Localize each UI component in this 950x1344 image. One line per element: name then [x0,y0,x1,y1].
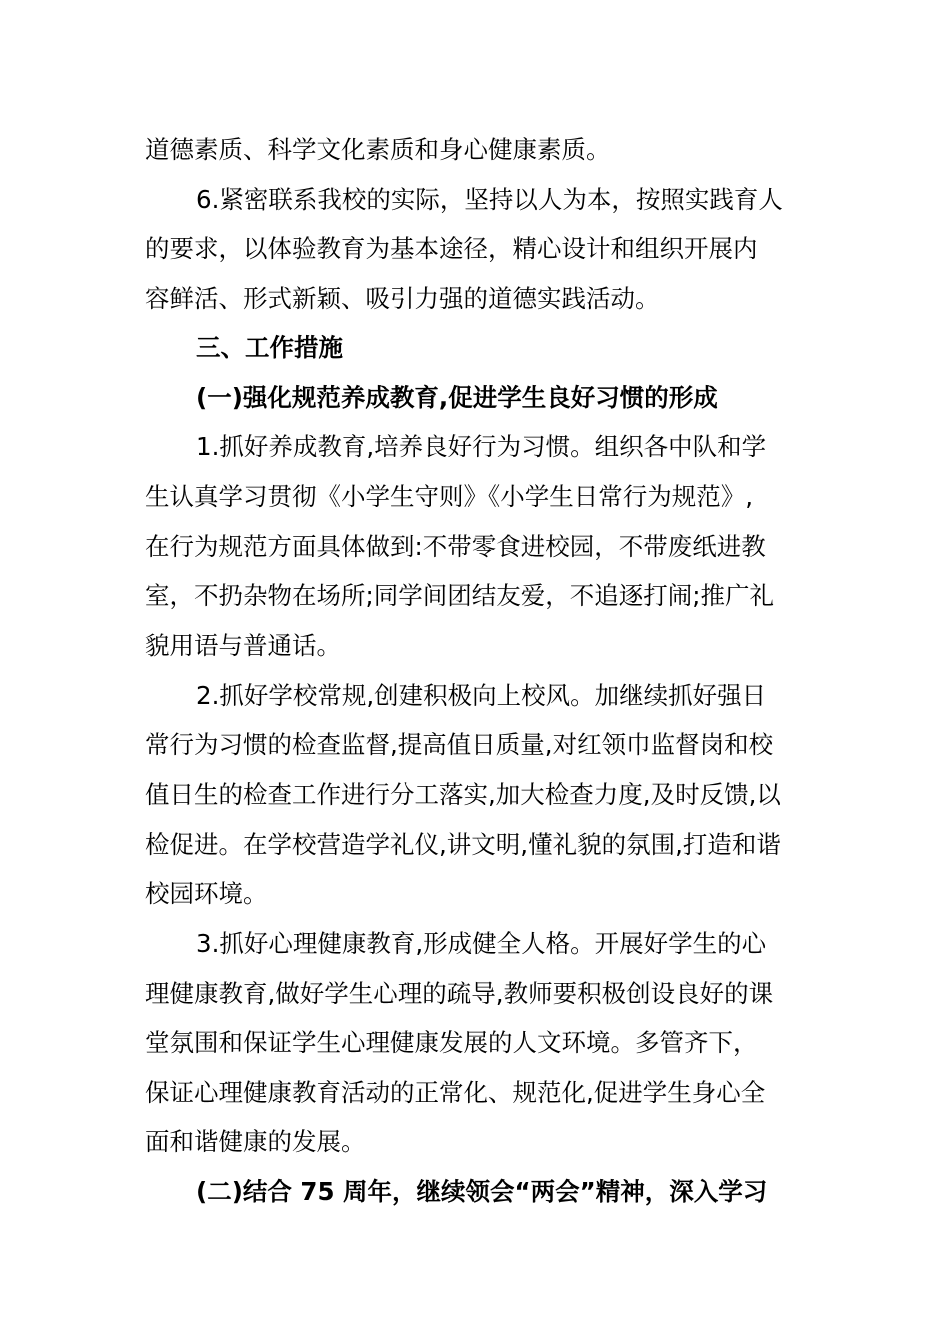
subsection-heading: (二)结合 75 周年，继续领会“两会”精神，深入学习 [196,1177,768,1206]
text-line: 堂氛围和保证学生心理健康发展的人文环境。多管齐下， [145,1028,758,1057]
text-line: 值日生的检查工作进行分工落实,加大检查力度,及时反馈,以 [145,780,781,809]
text-line: 道德素质、科学文化素质和身心健康素质。 [145,135,611,164]
text-line: 6.紧密联系我校的实际，坚持以人为本，按照实践育人 [196,185,783,214]
text-line: 在行为规范方面具体做到:不带零食进校园，不带废纸进教 [145,532,766,561]
text-line: 室，不扔杂物在场所;同学间团结友爱，不追逐打闹;推广礼 [145,581,775,610]
text-line: 面和谐健康的发展。 [145,1127,366,1156]
text-line: 貌用语与普通话。 [145,631,341,660]
text-line: 常行为习惯的检查监督,提高值日质量,对红领巾监督岗和校 [145,730,774,759]
section-heading: 三、工作措施 [196,333,343,362]
text-line: 检促进。在学校营造学礼仪,讲文明,懂礼貌的氛围,打造和谐 [145,830,781,859]
text-line: 的要求，以体验教育为基本途径，精心设计和组织开展内 [145,234,758,263]
text-line: 1.抓好养成教育,培养良好行为习惯。组织各中队和学 [196,432,767,461]
text-line: 理健康教育,做好学生心理的疏导,教师要积极创设良好的课 [145,979,774,1008]
text-line: 容鲜活、形式新颖、吸引力强的道德实践活动。 [145,284,660,313]
text-line: 3.抓好心理健康教育,形成健全人格。开展好学生的心 [196,929,767,958]
text-line: 2.抓好学校常规,创建积极向上校风。加继续抓好强日 [196,681,767,710]
subsection-heading: (一)强化规范养成教育,促进学生良好习惯的形成 [196,383,718,412]
text-line: 生认真学习贯彻《小学生守则》《小学生日常行为规范》, [145,482,754,511]
text-line: 校园环境。 [145,879,268,908]
text-line: 保证心理健康教育活动的正常化、规范化,促进学生身心全 [145,1078,766,1107]
